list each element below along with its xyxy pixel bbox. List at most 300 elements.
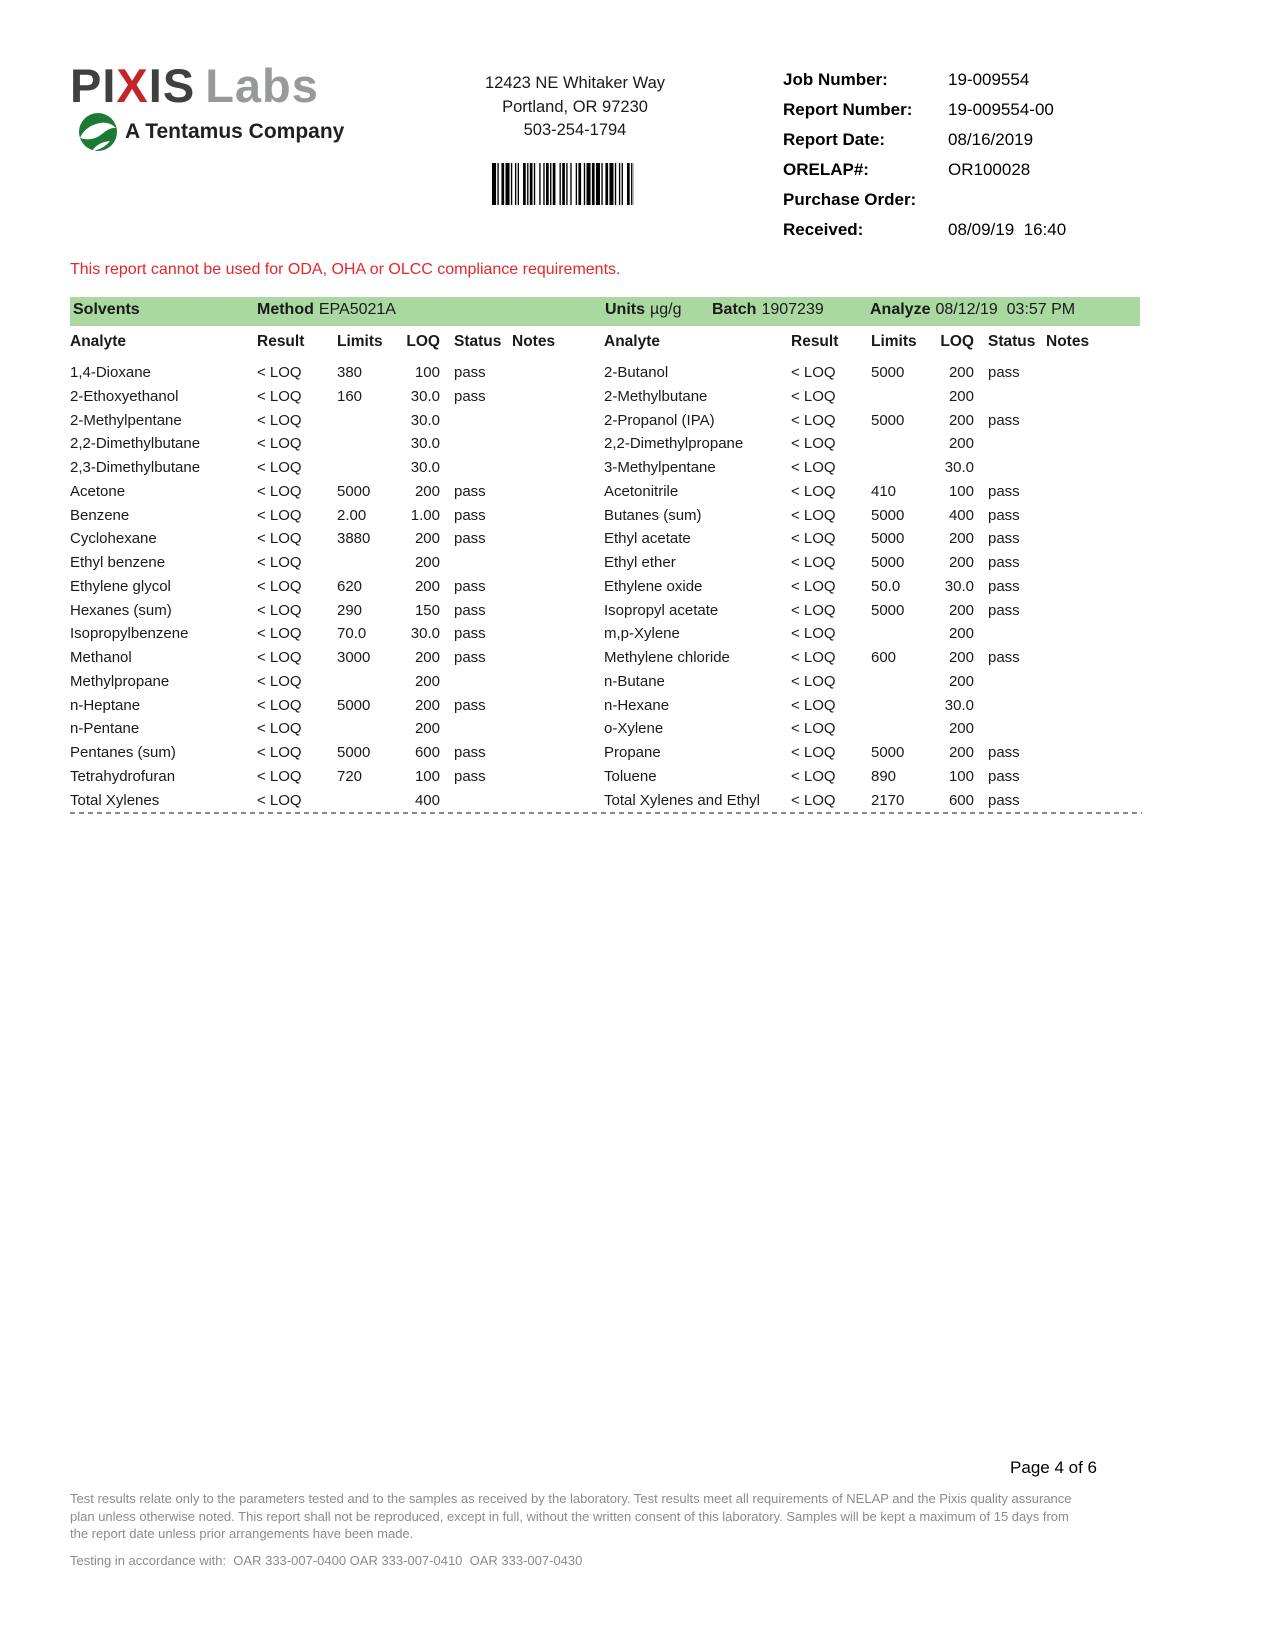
cell-loq: 100 (414, 768, 440, 786)
tagline-label: A Tentamus Company (125, 120, 345, 143)
cell-loq: 100 (948, 482, 974, 500)
section-batch: Batch 1907239 (712, 301, 824, 318)
cell-status (440, 717, 512, 741)
cell-analyte: n-Heptane (70, 696, 141, 714)
report-info (783, 70, 1143, 250)
cell-status (974, 670, 1046, 694)
cell-limits: 5000 (337, 696, 371, 714)
table-row (604, 527, 1141, 551)
cell-limits: 720 (337, 768, 363, 786)
table-row (70, 409, 607, 433)
cell-limits (871, 622, 926, 646)
cell-analyte: 2-Butanol (604, 364, 669, 381)
cell-result: < LOQ (791, 506, 836, 524)
cell-status: pass (454, 696, 486, 714)
table-row (70, 575, 607, 599)
cell-loq: 200 (948, 625, 974, 643)
cell-analyte: Methylpropane (70, 672, 170, 690)
cell-loq: 200 (414, 720, 440, 738)
cell-notes (512, 741, 607, 765)
cell-result: < LOQ (257, 435, 302, 453)
cell-analyte: Ethylene oxide (604, 577, 703, 595)
cell-status (440, 789, 512, 813)
col-result: Result (791, 333, 839, 350)
cell-result: < LOQ (791, 387, 836, 405)
cell-notes (1046, 575, 1141, 599)
cell-analyte: 1,4-Dioxane (70, 364, 151, 381)
table-row (70, 622, 607, 646)
cell-limits (337, 789, 392, 813)
cell-loq: 30.0 (944, 696, 974, 714)
cell-notes (512, 361, 607, 385)
results-table-left (70, 333, 607, 813)
table-row (70, 551, 607, 575)
table-row (70, 670, 607, 694)
cell-loq: 150 (414, 601, 440, 619)
cell-notes (512, 694, 607, 718)
cell-analyte: 3-Methylpentane (604, 459, 716, 477)
cell-notes (1046, 670, 1141, 694)
cell-status: pass (988, 744, 1020, 762)
compliance-notice: This report cannot be used for ODA, OHA or OLCC compliance requirements. (70, 261, 621, 278)
table-row (604, 646, 1141, 670)
info-row-purchase-order: Purchase Order: (783, 190, 917, 209)
cell-result: < LOQ (791, 791, 836, 809)
cell-limits: 5000 (871, 530, 905, 548)
cell-result: < LOQ (257, 696, 302, 714)
cell-limits: 5000 (871, 364, 905, 381)
cell-result: < LOQ (257, 649, 302, 667)
cell-status: pass (988, 768, 1020, 786)
table-header (604, 333, 1141, 361)
cell-limits: 290 (337, 601, 363, 619)
section-analyze: Analyze 08/12/19 03:57 PM (870, 301, 1076, 318)
cell-limits (871, 456, 926, 480)
cell-status: pass (988, 649, 1020, 667)
cell-status (974, 694, 1046, 718)
logo-text-pi: PI (70, 59, 117, 112)
table-row (604, 717, 1141, 741)
cell-notes (1046, 480, 1141, 504)
cell-result: < LOQ (791, 696, 836, 714)
cell-notes (512, 789, 607, 813)
footer-disclaimer: Test results relate only to the parameters tested and to the samples as received by the laboratory. Test results meet all requirements of NELAP and the Pixis quality assurance plan unless otherwise noted. This report shall not be reproduced, except in full, without the written consent of this laboratory. Samples will be kept a maximum of 15 days from the report date unless prior arrangements have been made. (70, 1491, 1072, 1541)
cell-notes (512, 456, 607, 480)
col-limits: Limits (871, 333, 917, 350)
cell-limits (337, 670, 392, 694)
cell-loq: 30.0 (410, 435, 440, 453)
cell-status (974, 717, 1046, 741)
cell-result: < LOQ (257, 791, 302, 809)
cell-analyte: Ethylene glycol (70, 577, 171, 595)
cell-result: < LOQ (257, 364, 302, 381)
cell-analyte: Isopropyl acetate (604, 601, 719, 619)
table-row (70, 456, 607, 480)
section-bar (70, 297, 1140, 326)
footer-accordance: Testing in accordance with: OAR 333-007-0400 OAR 333-007-0410 OAR 333-007-0430 (70, 1553, 583, 1568)
cell-loq: 200 (948, 601, 974, 619)
cell-analyte: n-Hexane (604, 696, 670, 714)
cell-loq: 200 (948, 387, 974, 405)
cell-result: < LOQ (257, 482, 302, 500)
cell-notes (1046, 694, 1141, 718)
cell-loq: 200 (414, 696, 440, 714)
cell-analyte: Isopropylbenzene (70, 625, 189, 643)
table-row (604, 599, 1141, 623)
table-row (604, 789, 1141, 813)
cell-status (974, 622, 1046, 646)
col-loq: LOQ (940, 333, 974, 350)
cell-loq: 200 (948, 672, 974, 690)
cell-limits (871, 385, 926, 409)
cell-analyte: Ethyl benzene (70, 554, 166, 572)
section-title: Solvents (73, 301, 140, 318)
cell-limits: 5000 (871, 744, 905, 762)
table-row (70, 789, 607, 813)
cell-result: < LOQ (791, 744, 836, 762)
cell-limits (871, 670, 926, 694)
page-number: Page 4 of 6 (1010, 1458, 1097, 1477)
cell-analyte: 2-Propanol (IPA) (604, 411, 715, 429)
table-row (604, 551, 1141, 575)
cell-status: pass (454, 530, 486, 548)
cell-analyte: Pentanes (sum) (70, 744, 176, 762)
cell-analyte: Butanes (sum) (604, 506, 702, 524)
cell-analyte: Acetone (70, 482, 126, 500)
cell-analyte: Toluene (604, 768, 657, 786)
cell-loq: 200 (414, 649, 440, 667)
pixis-wordmark (70, 59, 319, 112)
cell-result: < LOQ (791, 435, 836, 453)
cell-loq: 200 (948, 554, 974, 572)
table-row (70, 765, 607, 789)
cell-status (440, 551, 512, 575)
cell-limits: 890 (871, 768, 897, 786)
cell-notes (512, 551, 607, 575)
cell-analyte: Methylene chloride (604, 649, 730, 667)
cell-result: < LOQ (791, 459, 836, 477)
cell-notes (512, 432, 607, 456)
address-line-3: 503-254-1794 (523, 121, 627, 139)
cell-result: < LOQ (257, 601, 302, 619)
cell-limits: 2.00 (337, 506, 367, 524)
info-row-report-date: Report Date: 08/16/2019 (783, 130, 1034, 149)
cell-analyte: o-Xylene (604, 720, 664, 738)
cell-notes (1046, 646, 1141, 670)
cell-notes (1046, 741, 1141, 765)
table-row (604, 504, 1141, 528)
table-header (70, 333, 607, 361)
cell-notes (1046, 622, 1141, 646)
cell-status (440, 409, 512, 433)
cell-notes (1046, 789, 1141, 813)
cell-result: < LOQ (791, 601, 836, 619)
cell-result: < LOQ (257, 506, 302, 524)
cell-limits: 5000 (871, 601, 905, 619)
cell-analyte: Ethyl ether (604, 554, 676, 572)
cell-analyte: m,p-Xylene (604, 625, 680, 643)
col-analyte: Analyte (70, 333, 126, 350)
col-loq: LOQ (406, 333, 440, 350)
cell-status: pass (454, 387, 486, 405)
cell-limits: 2170 (871, 791, 905, 809)
info-row-report-number: Report Number: 19-009554-00 (783, 100, 1054, 119)
cell-status: pass (988, 530, 1020, 548)
cell-limits: 380 (337, 364, 363, 381)
cell-status: pass (454, 577, 486, 595)
dashed-divider (70, 812, 1142, 814)
cell-limits (337, 432, 392, 456)
table-row (604, 622, 1141, 646)
cell-notes (512, 409, 607, 433)
cell-limits (337, 456, 392, 480)
cell-limits: 410 (871, 482, 897, 500)
leaf-icon (78, 112, 118, 152)
info-row-job-number: Job Number: 19-009554 (783, 70, 1030, 89)
cell-limits: 3880 (337, 530, 371, 548)
cell-limits: 5000 (337, 482, 371, 500)
col-notes: Notes (512, 333, 556, 350)
table-row (604, 765, 1141, 789)
table-row (70, 385, 607, 409)
cell-notes (512, 622, 607, 646)
cell-analyte: 2,2-Dimethylpropane (604, 435, 744, 453)
cell-analyte: Ethyl acetate (604, 530, 691, 548)
cell-analyte: Total Xylenes (70, 791, 160, 809)
cell-status: pass (988, 506, 1020, 524)
cell-loq: 30.0 (410, 625, 440, 643)
table-row (604, 409, 1141, 433)
cell-loq: 30.0 (944, 459, 974, 477)
table-row (70, 361, 607, 385)
table-row (604, 575, 1141, 599)
cell-status (440, 456, 512, 480)
cell-notes (1046, 527, 1141, 551)
cell-status: pass (454, 482, 486, 500)
cell-status: pass (988, 791, 1020, 809)
cell-limits (871, 694, 926, 718)
cell-status: pass (454, 768, 486, 786)
cell-notes (1046, 504, 1141, 528)
lab-address (430, 72, 720, 143)
table-row (70, 504, 607, 528)
cell-status (974, 456, 1046, 480)
cell-analyte: Acetonitrile (604, 482, 679, 500)
cell-notes (512, 527, 607, 551)
logo-text-is: IS (148, 59, 196, 112)
cell-result: < LOQ (791, 649, 836, 667)
cell-result: < LOQ (257, 387, 302, 405)
table-row (604, 741, 1141, 765)
cell-result: < LOQ (791, 530, 836, 548)
cell-limits (337, 717, 392, 741)
cell-limits: 600 (871, 649, 897, 667)
cell-loq: 1.00 (410, 506, 440, 524)
cell-result: < LOQ (257, 530, 302, 548)
table-row (70, 694, 607, 718)
table-row (70, 646, 607, 670)
cell-result: < LOQ (257, 554, 302, 572)
cell-notes (512, 575, 607, 599)
section-units: Units µg/g (605, 301, 682, 318)
cell-result: < LOQ (791, 577, 836, 595)
cell-result: < LOQ (257, 744, 302, 762)
cell-result: < LOQ (257, 577, 302, 595)
col-analyte: Analyte (604, 333, 660, 350)
table-row (604, 694, 1141, 718)
cell-result: < LOQ (257, 411, 302, 429)
cell-analyte: Cyclohexane (70, 530, 157, 548)
cell-status (440, 432, 512, 456)
cell-status: pass (988, 577, 1020, 595)
table-row (70, 599, 607, 623)
col-notes: Notes (1046, 333, 1090, 350)
cell-notes (512, 504, 607, 528)
cell-result: < LOQ (791, 482, 836, 500)
cell-loq: 30.0 (410, 459, 440, 477)
cell-notes (1046, 432, 1141, 456)
cell-loq: 200 (414, 554, 440, 572)
cell-status: pass (454, 649, 486, 667)
cell-notes (1046, 717, 1141, 741)
pixis-logo (70, 59, 345, 143)
cell-status: pass (454, 601, 486, 619)
cell-notes (512, 765, 607, 789)
logo-text-labs: Labs (205, 59, 319, 112)
cell-analyte: 2-Methylbutane (604, 387, 708, 405)
cell-limits: 5000 (871, 506, 905, 524)
col-result: Result (257, 333, 305, 350)
cell-result: < LOQ (791, 364, 836, 381)
section-method: Method EPA5021A (257, 301, 396, 318)
cell-notes (1046, 456, 1141, 480)
cell-result: < LOQ (791, 625, 836, 643)
logo-tagline (78, 112, 344, 152)
col-status: Status (454, 333, 502, 350)
cell-result: < LOQ (257, 459, 302, 477)
table-row (70, 717, 607, 741)
cell-loq: 100 (948, 768, 974, 786)
cell-limits: 3000 (337, 649, 371, 667)
table-row (604, 456, 1141, 480)
cell-loq: 200 (948, 744, 974, 762)
col-status: Status (988, 333, 1036, 350)
cell-notes (512, 599, 607, 623)
table-rows-left (70, 361, 607, 813)
cell-analyte: 2-Methylpentane (70, 411, 182, 429)
cell-notes (512, 717, 607, 741)
cell-limits: 5000 (871, 554, 905, 572)
table-rows-right (604, 361, 1141, 813)
cell-loq: 200 (948, 720, 974, 738)
address-line-2: Portland, OR 97230 (502, 97, 648, 116)
cell-notes (512, 480, 607, 504)
cell-loq: 200 (948, 435, 974, 453)
cell-analyte: Total Xylenes and Ethyl (604, 791, 760, 809)
cell-status (440, 670, 512, 694)
cell-loq: 30.0 (410, 411, 440, 429)
cell-loq: 200 (414, 672, 440, 690)
cell-status: pass (988, 482, 1020, 500)
cell-status: pass (454, 364, 486, 381)
cell-status: pass (454, 744, 486, 762)
cell-loq: 400 (414, 791, 440, 809)
cell-notes (1046, 765, 1141, 789)
table-row (604, 361, 1141, 385)
cell-status: pass (454, 625, 486, 643)
cell-analyte: 2,3-Dimethylbutane (70, 459, 201, 477)
table-row (604, 670, 1141, 694)
cell-loq: 200 (948, 364, 974, 381)
cell-limits (337, 409, 392, 433)
cell-result: < LOQ (791, 768, 836, 786)
cell-notes (512, 646, 607, 670)
cell-analyte: Benzene (70, 506, 130, 524)
cell-loq: 200 (414, 577, 440, 595)
cell-loq: 100 (414, 364, 440, 381)
info-row-orelap: ORELAP#: OR100028 (783, 160, 1031, 179)
cell-result: < LOQ (791, 554, 836, 572)
cell-status (974, 432, 1046, 456)
table-row (70, 527, 607, 551)
barcode (492, 163, 634, 205)
table-row (70, 432, 607, 456)
cell-notes (1046, 409, 1141, 433)
cell-analyte: Tetrahydrofuran (70, 768, 176, 786)
cell-analyte: Propane (604, 744, 661, 762)
logo-text-x: X (116, 59, 149, 112)
cell-analyte: 2-Ethoxyethanol (70, 387, 179, 405)
cell-status: pass (988, 364, 1020, 381)
cell-limits (871, 717, 926, 741)
cell-notes (1046, 551, 1141, 575)
cell-status: pass (988, 411, 1020, 429)
col-limits: Limits (337, 333, 383, 350)
table-row (604, 385, 1141, 409)
address-line-1: 12423 NE Whitaker Way (484, 74, 666, 92)
cell-notes (512, 670, 607, 694)
cell-notes (512, 385, 607, 409)
cell-limits: 620 (337, 577, 363, 595)
info-row-received: Received: 08/09/19 16:40 (783, 220, 1067, 239)
cell-limits: 50.0 (871, 577, 901, 595)
cell-analyte: n-Pentane (70, 720, 140, 738)
cell-limits: 5000 (337, 744, 371, 762)
results-table-right (604, 333, 1141, 813)
cell-result: < LOQ (257, 672, 302, 690)
cell-loq: 400 (948, 506, 974, 524)
cell-loq: 200 (948, 530, 974, 548)
cell-limits (871, 432, 926, 456)
cell-limits: 5000 (871, 411, 905, 429)
cell-analyte: 2,2-Dimethylbutane (70, 435, 201, 453)
cell-analyte: Methanol (70, 649, 132, 667)
cell-loq: 600 (414, 744, 440, 762)
cell-result: < LOQ (791, 411, 836, 429)
table-row (604, 480, 1141, 504)
cell-loq: 30.0 (944, 577, 974, 595)
cell-loq: 200 (414, 482, 440, 500)
table-row (70, 480, 607, 504)
cell-result: < LOQ (791, 672, 836, 690)
cell-notes (1046, 599, 1141, 623)
cell-status: pass (988, 601, 1020, 619)
cell-result: < LOQ (257, 768, 302, 786)
cell-result: < LOQ (257, 625, 302, 643)
cell-status: pass (988, 554, 1020, 572)
cell-result: < LOQ (791, 720, 836, 738)
cell-notes (1046, 385, 1141, 409)
